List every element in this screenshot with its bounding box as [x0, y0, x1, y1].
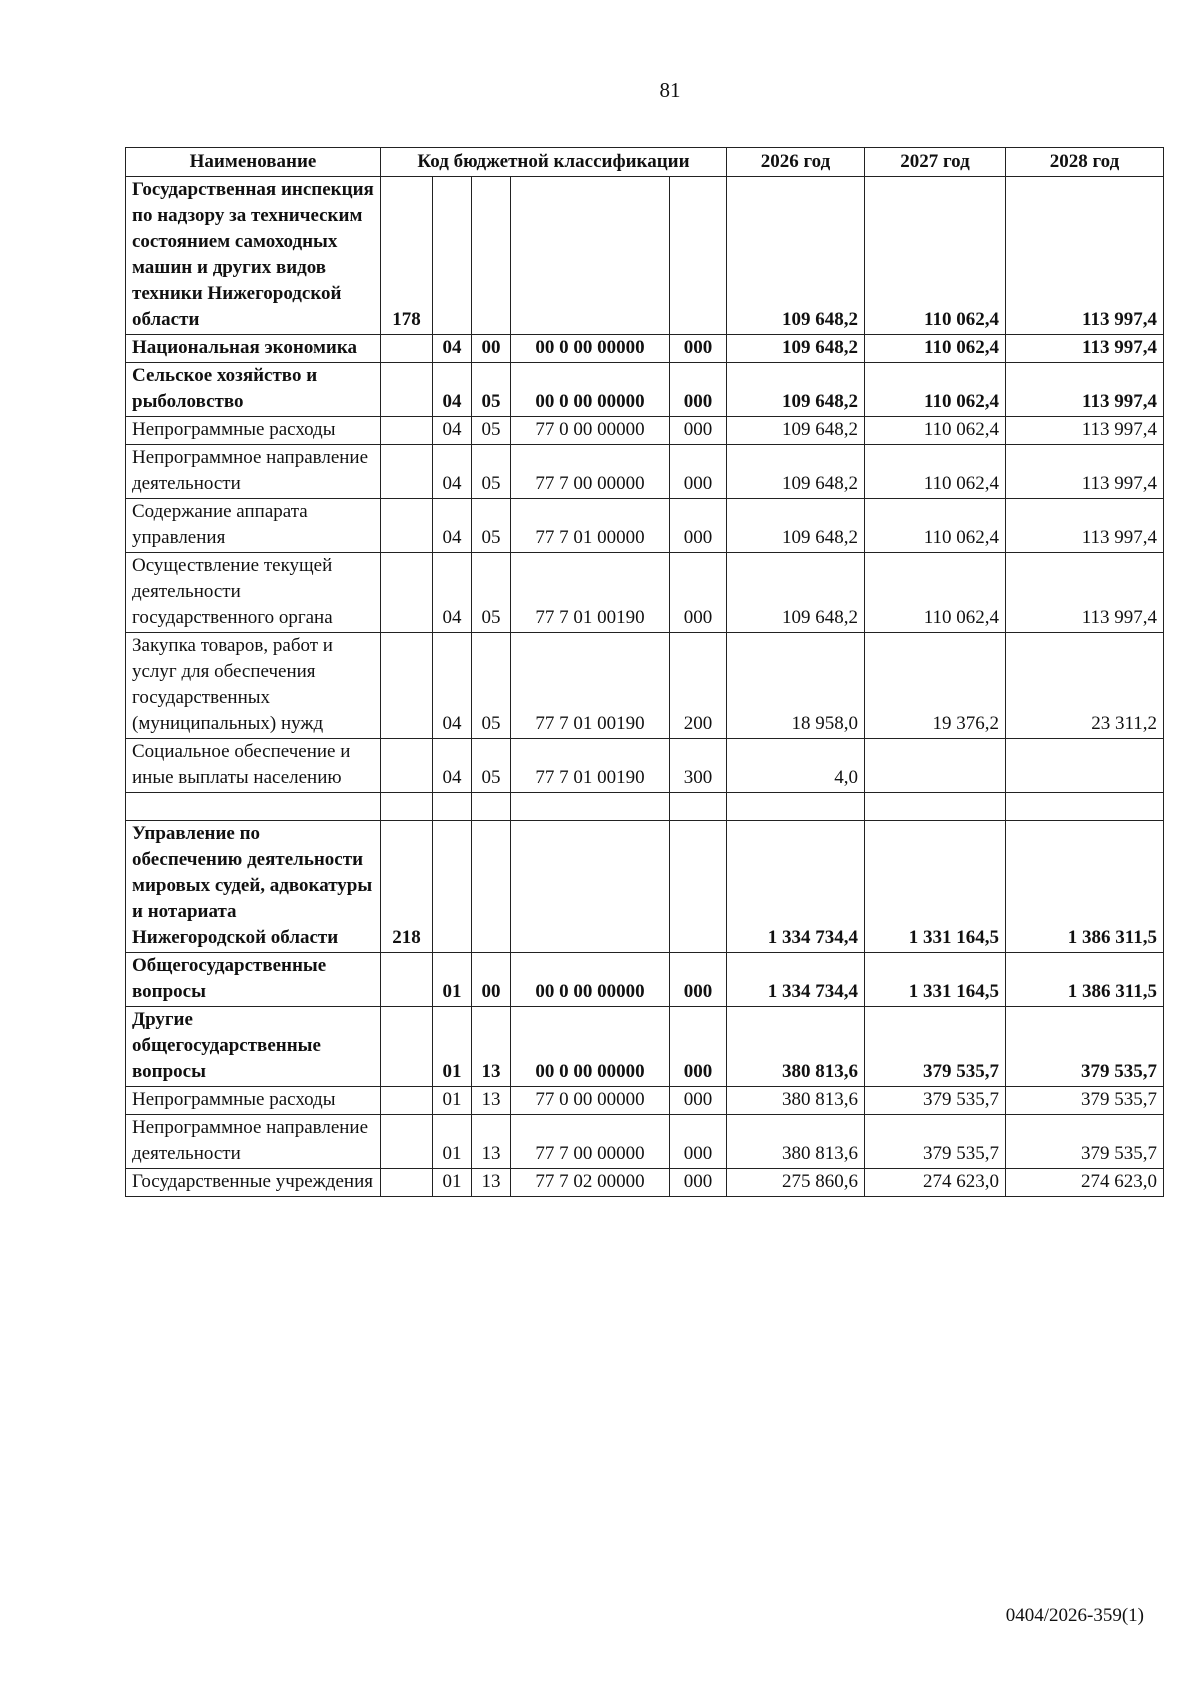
cell-y2027 [865, 793, 1006, 821]
cell-name: Государственная инспекция по надзору за техническим состоянием самоходных машин и других видов техники Нижегородской области [126, 177, 381, 335]
cell-pr: 13 [472, 1087, 511, 1115]
cell-rz [433, 821, 472, 953]
cell-y2026: 109 648,2 [727, 417, 865, 445]
cell-ved [381, 499, 433, 553]
cell-rz: 01 [433, 1087, 472, 1115]
table-row [126, 553, 1164, 633]
cell-y2027: 379 535,7 [865, 1007, 1006, 1087]
cell-y2028: 1 386 311,5 [1006, 953, 1164, 1007]
cell-pr: 05 [472, 417, 511, 445]
cell-vr: 000 [670, 953, 727, 1007]
cell-ved: 218 [381, 821, 433, 953]
cell-name: Непрограммные расходы [126, 417, 381, 445]
cell-y2027: 379 535,7 [865, 1087, 1006, 1115]
cell-vr: 000 [670, 1169, 727, 1197]
table-row [126, 499, 1164, 553]
cell-y2026: 380 813,6 [727, 1087, 865, 1115]
cell-rz: 01 [433, 1169, 472, 1197]
table-row [126, 1007, 1164, 1087]
cell-y2027: 1 331 164,5 [865, 953, 1006, 1007]
cell-y2028: 113 997,4 [1006, 335, 1164, 363]
cell-y2026: 380 813,6 [727, 1007, 865, 1087]
cell-csr: 77 7 01 00190 [511, 633, 670, 739]
cell-rz: 01 [433, 1007, 472, 1087]
cell-name: Непрограммное направление деятельности [126, 445, 381, 499]
cell-pr: 13 [472, 1007, 511, 1087]
cell-name: Закупка товаров, работ и услуг для обеспечения государственных (муниципальных) нужд [126, 633, 381, 739]
table-row [126, 335, 1164, 363]
cell-name: Социальное обеспечение и иные выплаты населению [126, 739, 381, 793]
cell-vr: 000 [670, 417, 727, 445]
cell-ved [381, 363, 433, 417]
cell-rz [433, 793, 472, 821]
cell-name: Непрограммные расходы [126, 1087, 381, 1115]
cell-ved [381, 953, 433, 1007]
header-code: Код бюджетной классификации [381, 148, 727, 177]
table-row [126, 739, 1164, 793]
cell-vr: 300 [670, 739, 727, 793]
cell-y2028: 113 997,4 [1006, 417, 1164, 445]
cell-y2027: 274 623,0 [865, 1169, 1006, 1197]
cell-rz: 01 [433, 1115, 472, 1169]
cell-pr: 13 [472, 1169, 511, 1197]
table-row [126, 633, 1164, 739]
cell-rz: 04 [433, 739, 472, 793]
cell-y2026: 109 648,2 [727, 499, 865, 553]
cell-ved [381, 1115, 433, 1169]
cell-name: Общегосударственные вопросы [126, 953, 381, 1007]
cell-ved [381, 1007, 433, 1087]
cell-ved [381, 553, 433, 633]
cell-vr: 000 [670, 553, 727, 633]
cell-y2028 [1006, 739, 1164, 793]
cell-csr: 77 7 01 00000 [511, 499, 670, 553]
cell-y2027: 110 062,4 [865, 553, 1006, 633]
cell-y2026: 4,0 [727, 739, 865, 793]
cell-csr [511, 177, 670, 335]
cell-name: Управление по обеспечению деятельности мировых судей, адвокатуры и нотариата Нижегородской области [126, 821, 381, 953]
table-row [126, 793, 1164, 821]
table-row [126, 1169, 1164, 1197]
cell-ved [381, 739, 433, 793]
cell-y2026: 1 334 734,4 [727, 821, 865, 953]
document-id: 0404/2026-359(1) [1005, 1605, 1144, 1626]
cell-y2026: 109 648,2 [727, 363, 865, 417]
header-2028: 2028 год [1006, 148, 1164, 177]
table-row [126, 417, 1164, 445]
cell-name: Государственные учреждения [126, 1169, 381, 1197]
cell-y2028 [1006, 793, 1164, 821]
cell-ved [381, 1169, 433, 1197]
cell-y2026: 109 648,2 [727, 553, 865, 633]
cell-pr: 05 [472, 633, 511, 739]
cell-csr: 77 0 00 00000 [511, 1087, 670, 1115]
cell-rz: 04 [433, 553, 472, 633]
cell-csr: 77 0 00 00000 [511, 417, 670, 445]
table-row [126, 363, 1164, 417]
cell-pr: 05 [472, 499, 511, 553]
cell-ved [381, 633, 433, 739]
cell-rz: 04 [433, 445, 472, 499]
cell-csr [511, 821, 670, 953]
cell-ved [381, 417, 433, 445]
cell-ved [381, 1087, 433, 1115]
page-number: 81 [659, 78, 681, 102]
cell-ved: 178 [381, 177, 433, 335]
cell-csr: 77 7 00 00000 [511, 445, 670, 499]
cell-name: Другие общегосударственные вопросы [126, 1007, 381, 1087]
cell-pr: 05 [472, 553, 511, 633]
header-row [126, 148, 1164, 177]
cell-csr [511, 793, 670, 821]
cell-vr: 200 [670, 633, 727, 739]
cell-y2027: 379 535,7 [865, 1115, 1006, 1169]
cell-vr [670, 177, 727, 335]
cell-y2026: 109 648,2 [727, 335, 865, 363]
cell-vr: 000 [670, 1007, 727, 1087]
cell-y2028: 1 386 311,5 [1006, 821, 1164, 953]
cell-csr: 77 7 01 00190 [511, 553, 670, 633]
cell-pr: 05 [472, 739, 511, 793]
cell-rz: 04 [433, 633, 472, 739]
cell-y2028: 113 997,4 [1006, 553, 1164, 633]
table-row [126, 1115, 1164, 1169]
cell-y2026: 109 648,2 [727, 177, 865, 335]
cell-y2026: 380 813,6 [727, 1115, 865, 1169]
cell-y2028: 379 535,7 [1006, 1087, 1164, 1115]
cell-rz: 01 [433, 953, 472, 1007]
cell-y2026: 109 648,2 [727, 445, 865, 499]
cell-y2026: 18 958,0 [727, 633, 865, 739]
cell-rz: 04 [433, 335, 472, 363]
cell-csr: 00 0 00 00000 [511, 1007, 670, 1087]
cell-csr: 77 7 02 00000 [511, 1169, 670, 1197]
cell-y2027: 1 331 164,5 [865, 821, 1006, 953]
cell-pr: 05 [472, 445, 511, 499]
cell-ved [381, 445, 433, 499]
cell-y2028: 113 997,4 [1006, 363, 1164, 417]
cell-y2028: 113 997,4 [1006, 445, 1164, 499]
cell-y2026: 275 860,6 [727, 1169, 865, 1197]
cell-vr: 000 [670, 363, 727, 417]
cell-rz: 04 [433, 499, 472, 553]
cell-ved [381, 793, 433, 821]
cell-name: Сельское хозяйство и рыболовство [126, 363, 381, 417]
cell-csr: 77 7 00 00000 [511, 1115, 670, 1169]
cell-name: Непрограммное направление деятельности [126, 1115, 381, 1169]
cell-pr: 13 [472, 1115, 511, 1169]
cell-vr: 000 [670, 499, 727, 553]
table-row [126, 445, 1164, 499]
cell-y2028: 113 997,4 [1006, 499, 1164, 553]
cell-vr: 000 [670, 1115, 727, 1169]
cell-y2027: 110 062,4 [865, 335, 1006, 363]
cell-vr: 000 [670, 445, 727, 499]
cell-rz [433, 177, 472, 335]
cell-name [126, 793, 381, 821]
cell-y2028: 379 535,7 [1006, 1007, 1164, 1087]
table-row [126, 177, 1164, 335]
cell-pr [472, 793, 511, 821]
cell-y2027: 110 062,4 [865, 363, 1006, 417]
cell-name: Осуществление текущей деятельности государственного органа [126, 553, 381, 633]
cell-pr [472, 821, 511, 953]
table-row [126, 821, 1164, 953]
cell-csr: 00 0 00 00000 [511, 335, 670, 363]
cell-y2028: 23 311,2 [1006, 633, 1164, 739]
cell-name: Содержание аппарата управления [126, 499, 381, 553]
cell-y2026 [727, 793, 865, 821]
cell-pr: 05 [472, 363, 511, 417]
budget-table [125, 147, 1164, 1197]
cell-pr [472, 177, 511, 335]
cell-y2027: 110 062,4 [865, 177, 1006, 335]
cell-rz: 04 [433, 363, 472, 417]
cell-vr: 000 [670, 1087, 727, 1115]
cell-pr: 00 [472, 953, 511, 1007]
cell-csr: 00 0 00 00000 [511, 953, 670, 1007]
cell-csr: 77 7 01 00190 [511, 739, 670, 793]
cell-y2027: 110 062,4 [865, 417, 1006, 445]
header-name: Наименование [126, 148, 381, 177]
cell-y2027 [865, 739, 1006, 793]
table-row [126, 953, 1164, 1007]
header-2027: 2027 год [865, 148, 1006, 177]
cell-csr: 00 0 00 00000 [511, 363, 670, 417]
cell-vr: 000 [670, 335, 727, 363]
cell-y2027: 110 062,4 [865, 499, 1006, 553]
cell-name: Национальная экономика [126, 335, 381, 363]
cell-y2028: 274 623,0 [1006, 1169, 1164, 1197]
table-row [126, 1087, 1164, 1115]
cell-vr [670, 821, 727, 953]
header-2026: 2026 год [727, 148, 865, 177]
cell-rz: 04 [433, 417, 472, 445]
cell-y2026: 1 334 734,4 [727, 953, 865, 1007]
cell-pr: 00 [472, 335, 511, 363]
cell-ved [381, 335, 433, 363]
cell-y2027: 110 062,4 [865, 445, 1006, 499]
cell-y2028: 379 535,7 [1006, 1115, 1164, 1169]
cell-vr [670, 793, 727, 821]
cell-y2027: 19 376,2 [865, 633, 1006, 739]
cell-y2028: 113 997,4 [1006, 177, 1164, 335]
